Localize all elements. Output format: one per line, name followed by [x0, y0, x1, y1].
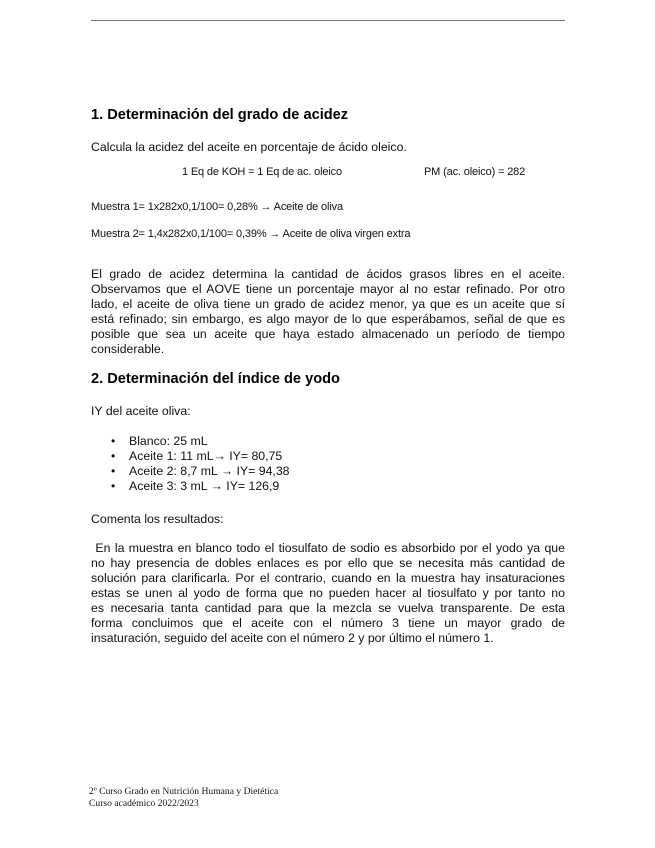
paragraph-line: considerable.: [91, 342, 165, 356]
list-item: [91, 479, 290, 494]
list-item-text: Aceite 3: 3 mL → IY= 126,9: [129, 479, 280, 493]
paragraph-line: forma concluimos que el aceite con el número 3 tiene un mayor grado de: [91, 616, 565, 630]
list-item: [91, 449, 290, 464]
list-item: [91, 434, 290, 449]
bullet-icon: •: [111, 449, 116, 463]
list-item-text: Aceite 1: 11 mL→ IY= 80,75: [129, 449, 283, 463]
sample2-result: Muestra 2= 1,4x282x0,1/100= 0,39% → Aceite de oliva virgen extra: [91, 228, 411, 240]
paragraph-line: lado, el aceite de oliva tiene un grado de acidez menor, ya que es un aceite que sí: [91, 297, 565, 311]
paragraph-line: Observamos que el AOVE tiene un porcentaje mayor al no estar refinado. Por otro: [91, 282, 565, 296]
sample1-result: Muestra 1= 1x282x0,1/100= 0,28% → Aceite de oliva: [91, 201, 343, 213]
bullet-icon: •: [111, 479, 116, 493]
header-rule: [91, 20, 565, 21]
paragraph-line: El grado de acidez determina la cantidad de ácidos grasos libres en el aceite.: [91, 267, 565, 281]
paragraph-line: posible que sea un aceite que haya estado almacenado un período de tiempo: [91, 327, 565, 341]
iodine-intro: IY del aceite oliva:: [91, 404, 191, 418]
bullet-icon: •: [111, 434, 116, 448]
bullet-icon: •: [111, 464, 116, 478]
paragraph-line: estas se unen al yodo de forma que no pueden hacer al tiosulfato y por tanto no: [91, 586, 565, 600]
section1-heading: 1. Determinación del grado de acidez: [91, 107, 349, 123]
acidity-discussion: [91, 267, 565, 357]
section2-heading: 2. Determinación del índice de yodo: [91, 371, 340, 387]
footer-course: 2º Curso Grado en Nutrición Humana y Dietética: [89, 786, 279, 797]
paragraph-line: En la muestra en blanco todo el tiosulfato de sodio es absorbido por el yodo ya que: [91, 541, 565, 555]
section1-prompt: Calcula la acidez del aceite en porcentaje de ácido oleico.: [91, 140, 407, 154]
paragraph-line: no hay presencia de dobles enlaces es por ello que se necesita más cantidad de: [91, 556, 565, 570]
paragraph-line: solución para clarificarla. Por el contrario, cuando en la muestra hay insaturaciones: [91, 571, 565, 585]
molar-mass-text: PM (ac. oleico) = 282: [424, 166, 526, 178]
list-item-text: Aceite 2: 8,7 mL → IY= 94,38: [129, 464, 290, 478]
equivalence-text: 1 Eq de KOH = 1 Eq de ac. oleico: [182, 166, 342, 178]
list-item: [91, 464, 290, 479]
comment-prompt: Comenta los resultados:: [91, 512, 224, 526]
list-item-text: Blanco: 25 mL: [129, 434, 208, 448]
paragraph-line: es necesaria tanta cantidad para que la mezcla se vuelva transparente. De esta: [91, 601, 565, 615]
footer-year: Curso académico 2022/2023: [89, 798, 199, 809]
paragraph-line: insaturación, seguido del aceite con el número 2 y por último el número 1.: [91, 631, 494, 645]
iodine-discussion: [91, 541, 565, 646]
iodine-results-list: [91, 434, 290, 494]
paragraph-line: está refinado; sin embargo, es algo mayor de lo que esperábamos, señal de que es: [91, 312, 565, 326]
